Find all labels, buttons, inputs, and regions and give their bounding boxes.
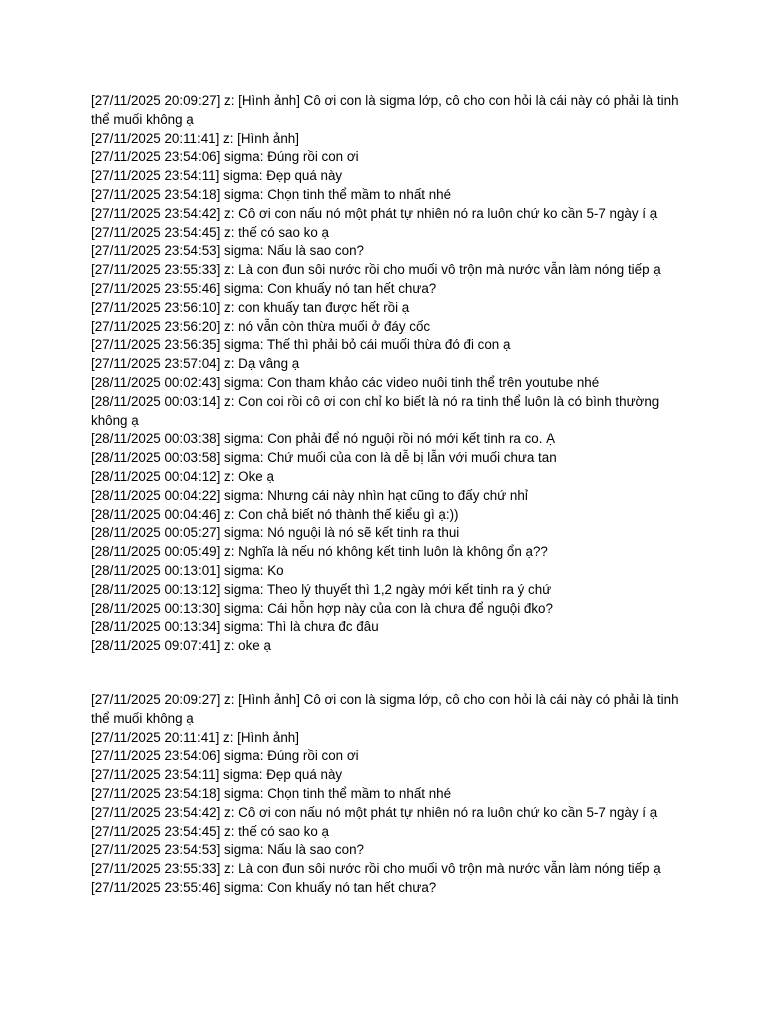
chat-log-line: [28/11/2025 00:03:14] z: Con coi rồi cô ơi con chỉ ko biết là nó ra tinh thể luôn là có bình thường không ạ — [91, 393, 660, 428]
chat-log-line: [28/11/2025 00:05:49] z: Nghĩa là nếu nó không kết tinh luôn là không ổn ạ?? — [91, 544, 548, 560]
chat-log-line: [27/11/2025 23:54:06] sigma: Đúng rồi con ơi — [91, 748, 359, 764]
chat-log-line: [27/11/2025 23:55:33] z: Là con đun sôi nước rồi cho muối vô trộn mà nước vẫn làm nóng tiếp ạ — [91, 861, 661, 877]
chat-log-line: [28/11/2025 00:13:01] sigma: Ko — [91, 562, 284, 578]
chat-log-line: [27/11/2025 20:09:27] z: [Hình ảnh] Cô ơi con là sigma lớp, cô cho con hỏi là cái này có phải là tinh thể muối không ạ — [91, 692, 679, 726]
chat-log-line: [27/11/2025 23:54:45] z: thế có sao ko ạ — [91, 224, 329, 240]
chat-log-line: [27/11/2025 20:09:27] z: [Hình ảnh] Cô ơi con là sigma lớp, cô cho con hỏi là cái này có phải là tinh thể muối không ạ — [91, 93, 679, 127]
chat-log-line: [27/11/2025 23:55:46] sigma: Con khuấy nó tan hết chưa? — [91, 280, 437, 296]
chat-log-line: [27/11/2025 23:54:18] sigma: Chọn tinh thể mầm to nhất nhé — [91, 785, 452, 801]
chat-log-line: [27/11/2025 23:54:18] sigma: Chọn tinh thể mầm to nhất nhé — [91, 186, 452, 202]
chat-log-line: [27/11/2025 20:11:41] z: [Hình ảnh] — [91, 130, 299, 146]
chat-log-line: [28/11/2025 00:02:43] sigma: Con tham khảo các video nuôi tinh thể trên youtube nhé — [91, 374, 600, 390]
chat-log-line: [27/11/2025 23:55:46] sigma: Con khuấy nó tan hết chưa? — [91, 879, 437, 895]
chat-log-line: [28/11/2025 00:13:12] sigma: Theo lý thuyết thì 1,2 ngày mới kết tinh ra ý chứ — [91, 581, 552, 597]
chat-log-line: [28/11/2025 00:13:30] sigma: Cái hỗn hợp này của con là chưa để nguội đko? — [91, 600, 553, 616]
chat-log-line: [27/11/2025 23:54:11] sigma: Đẹp quá này — [91, 168, 343, 184]
chat-log-line: [28/11/2025 00:04:46] z: Con chả biết nó thành thế kiểu gì ạ:)) — [91, 506, 459, 522]
chat-log-line: [27/11/2025 20:11:41] z: [Hình ảnh] — [91, 729, 299, 745]
chat-log-line: [28/11/2025 00:13:34] sigma: Thì là chưa đc đâu — [91, 619, 379, 635]
chat-log-line: [28/11/2025 00:03:38] sigma: Con phải để nó nguội rồi nó mới kết tinh ra co. Ạ — [91, 431, 556, 447]
chat-log-line: [27/11/2025 23:54:42] z: Cô ơi con nấu nó một phát tự nhiên nó ra luôn chứ ko cần 5-7 ngày í ạ — [91, 205, 658, 221]
chat-log-line: [27/11/2025 23:56:20] z: nó vẫn còn thừa muối ở đáy cốc — [91, 318, 431, 334]
chat-log-line: [27/11/2025 23:54:11] sigma: Đẹp quá này — [91, 767, 343, 783]
chat-log-line: [27/11/2025 23:54:42] z: Cô ơi con nấu nó một phát tự nhiên nó ra luôn chứ ko cần 5-7 ngày í ạ — [91, 804, 658, 820]
chat-log-line: [27/11/2025 23:56:35] sigma: Thế thì phải bỏ cái muối thừa đó đi con ạ — [91, 337, 511, 353]
chat-log-block-2 — [91, 691, 691, 898]
chat-log-line: [27/11/2025 23:54:06] sigma: Đúng rồi con ơi — [91, 149, 359, 165]
chat-log-line: [28/11/2025 00:05:27] sigma: Nó nguội là nó sẽ kết tinh ra thui — [91, 525, 460, 541]
chat-log-line: [27/11/2025 23:54:53] sigma: Nấu là sao con? — [91, 243, 364, 259]
chat-log-line: [28/11/2025 00:04:12] z: Oke ạ — [91, 468, 274, 484]
chat-log-line: [28/11/2025 09:07:41] z: oke ạ — [91, 638, 271, 654]
chat-log-line: [28/11/2025 00:04:22] sigma: Nhưng cái này nhìn hạt cũng to đấy chứ nhỉ — [91, 487, 528, 503]
chat-log-line: [27/11/2025 23:56:10] z: con khuấy tan được hết rồi ạ — [91, 299, 410, 315]
chat-log-line: [27/11/2025 23:54:45] z: thế có sao ko ạ — [91, 823, 329, 839]
chat-log-line: [27/11/2025 23:55:33] z: Là con đun sôi nước rồi cho muối vô trộn mà nước vẫn làm nóng tiếp ạ — [91, 262, 661, 278]
chat-log-block-1 — [91, 92, 691, 656]
chat-log-line: [28/11/2025 00:03:58] sigma: Chứ muối của con là dễ bị lẫn với muối chưa tan — [91, 450, 557, 466]
chat-log-line: [27/11/2025 23:57:04] z: Dạ vâng ạ — [91, 356, 300, 372]
chat-log-line: [27/11/2025 23:54:53] sigma: Nấu là sao con? — [91, 842, 364, 858]
